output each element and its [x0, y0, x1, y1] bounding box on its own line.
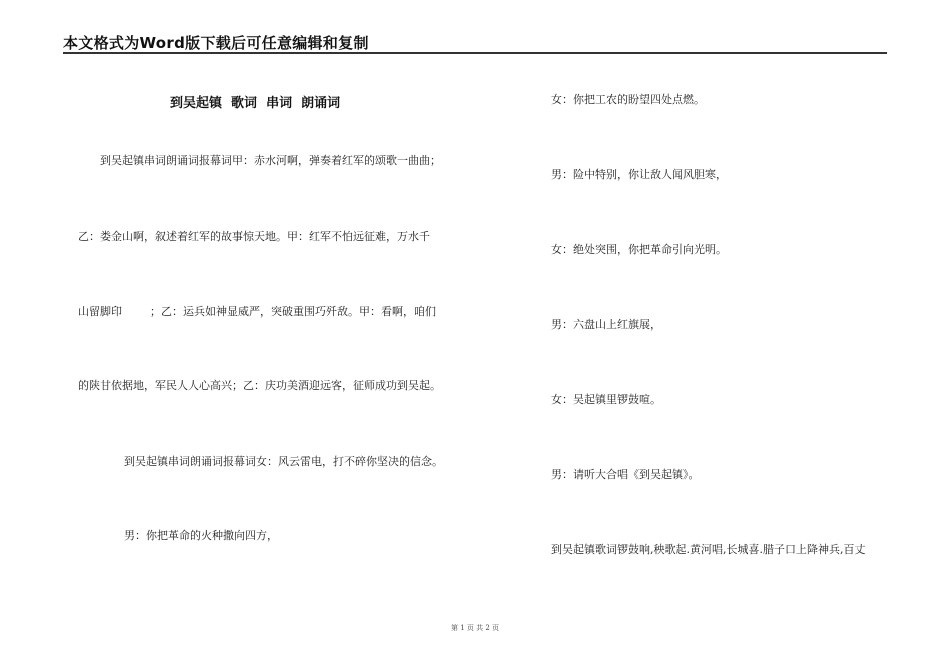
header-title: 本文格式为Word版下载后可任意编辑和复制	[63, 34, 369, 52]
paragraph-line: 男：请听大合唱《到吴起镇》。	[551, 468, 700, 481]
paragraph-line: 男：你把革命的火种撒向四方，	[124, 529, 278, 542]
paragraph-line: 乙：娄金山啊，叙述着红军的故事惊天地。甲：红军不怕远征难，万水千	[78, 230, 430, 243]
paragraph-line: 女：绝处突围，你把革命引向光明。	[551, 243, 727, 256]
paragraph-line: 的陕甘依据地，军民人人心高兴；乙：庆功美酒迎远客，征师成功到吴起。	[78, 379, 441, 392]
page-number: 第 1 页 共 2 页	[450, 624, 500, 632]
document-title: 到吴起镇 歌词 串词 朗诵词	[170, 96, 341, 111]
paragraph-line: 到吴起镇串词朗诵词报幕词甲：赤水河啊，弹奏着红军的颂歌一曲曲；	[100, 154, 441, 167]
paragraph-line: 男：险中特别，你让敌人闻风胆寒，	[551, 168, 727, 181]
paragraph-line: 男：六盘山上红旗展，	[551, 318, 661, 331]
header-divider	[63, 52, 887, 54]
paragraph-line: 到吴起镇串词朗诵词报幕词女：风云雷电，打不碎你坚决的信念。	[124, 455, 443, 468]
paragraph-line: 女：你把工农的盼望四处点燃。	[551, 93, 705, 106]
paragraph-line: 山留脚印 ；乙：运兵如神显威严，突破重围巧歼敌。甲：看啊，咱们	[78, 305, 436, 318]
paragraph-line: 女：吴起镇里锣鼓喧。	[551, 393, 661, 406]
paragraph-line: 到吴起镇歌词锣鼓响,秧歌起.黄河唱,长城喜.腊子口上降神兵,百丈	[551, 543, 866, 556]
